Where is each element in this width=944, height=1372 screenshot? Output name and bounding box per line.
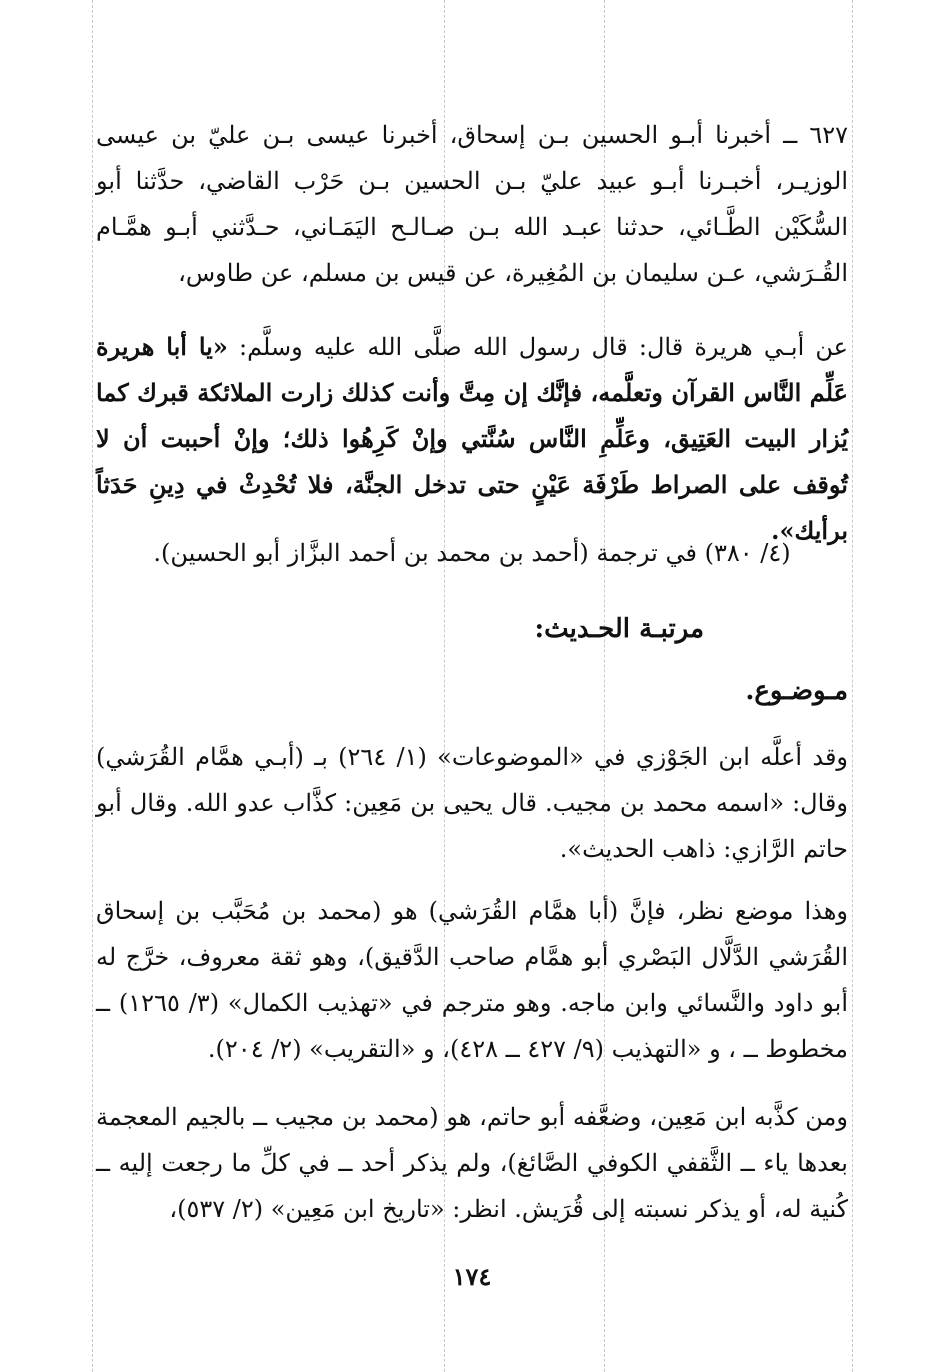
hadith-isnad: ٦٢٧ ــ أخبرنا أبـو الحسين بـن إسحاق، أخبرنا عيسى بـن عليّ بن عيسى الوزيـر، أخبـرنا أبـو عبيد عليّ بـن الحسين بـن حَرْب القاضي، حدَّثنا أبو السُّكَيْن الطَّـائي، حدثنا عبـد الله بـن صـالـح اليَمَـاني، حـدَّثني أبـو همَّـام القُـرَشي، عـن سليمان بن المُغِيرة، عن قيس بن مسلم، عن طاوس، (96, 121, 848, 287)
hadith-matn-paragraph (96, 324, 848, 554)
hadith-source: (٤/ ٣٨٠) في ترجمة (أحمد بن محمد بن أحمد البزَّاز أبو الحسين). (153, 539, 791, 567)
commentary-paragraph-2: وهذا موضع نظر، فإنَّ (أبا همَّام القُرَشي) هو (محمد بن مُحَبَّب بن إسحاق القُرَشي الدَّلَّال البَصْري أبو همَّام صاحب الدَّقيق)، وهو ثقة معروف، خرَّج له أبو داود والنَّسائي وابن ماجه. وهو مترجم في «تهذيب الكمال» (٣/ ١٢٦٥) ــ مخطوط ــ ، و «التهذيب (٩/ ٤٢٧ ــ ٤٢٨)، و «التقريب» (٢/ ٢٠٤). (96, 897, 848, 1063)
commentary-paragraph-1: وقد أعلَّه ابن الجَوْزي في «الموضوعات» (١/ ٢٦٤) بـ (أبـي همَّام القُرَشي) وقال: «اسمه محمد بن مجيب. قال يحيى بن مَعِين: كذَّاب عدو الله. وقال أبو حاتم الرَّازي: ذاهب الحديث». (96, 743, 849, 863)
hadith-matn: «يا أبا هريرة عَلِّم النَّاس القرآن وتعلَّمه، فإنَّك إن مِتَّ وأنت كذلك زارت الملائكة قبرك كما يُزار البيت العَتِيق، وعَلِّمِ النَّاس سُنَّتي وإنْ كَرِهُوا ذلك؛ وإنْ أحببت أن لا تُوقف على الصراط طَرْفَة عَيْنٍ حتى تدخل الجنَّة، فلا تُحْدِثْ في دِينِ حَدَثاً برأيك». (96, 332, 848, 545)
scan-guide-line (92, 0, 93, 1372)
scan-guide-line (852, 0, 853, 1372)
page-number: ١٧٤ (452, 1262, 492, 1291)
grade-value: مـوضـوع. (745, 676, 848, 706)
commentary-paragraph-3: ومن كذَّبه ابن مَعِين، وضعَّفه أبو حاتم، هو (محمد بن مجيب ــ بالجيم المعجمة بعدها ياء ــ الثَّقفي الكوفي الصَّائغ)، ولم يذكر أحد ــ في كلِّ ما رجعت إليه ــ كُنية له، أو يذكر نسبته إلى قُرَيش. انظر: «تاريخ ابن مَعِين» (٢/ ٥٣٧)، (96, 1103, 848, 1223)
hadith-matn-intro: عن أبـي هريرة قال: قال رسول الله صلَّى الله عليه وسلَّم: (239, 333, 849, 361)
grade-heading: مرتبـة الحـديث: (534, 614, 704, 644)
